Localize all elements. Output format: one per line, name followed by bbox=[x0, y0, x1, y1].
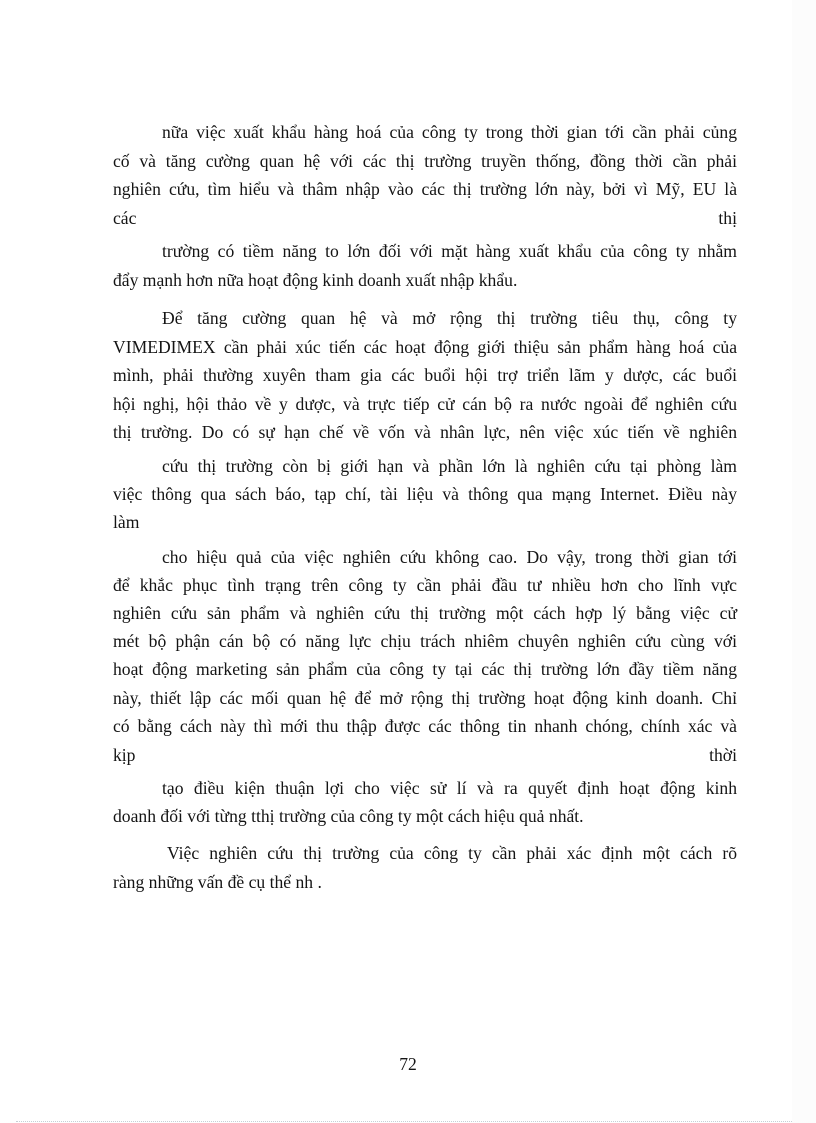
text-line: làm bbox=[113, 512, 140, 532]
text-line: mình, phải thường xuyên tham gia các buổi hội trợ triển lãm y dược, các buổi bbox=[113, 365, 737, 385]
text-line: mét bộ phận cán bộ có năng lực chịu trách nhiêm chuyên nghiên cứu cùng với bbox=[113, 631, 737, 651]
split-right-word: thời bbox=[709, 745, 737, 765]
split-left-word: kịp bbox=[113, 745, 136, 765]
page-edge bbox=[792, 0, 816, 1123]
text-line: nữa việc xuất khẩu hàng hoá của công ty trong thời gian tới cần phải củng bbox=[162, 122, 737, 142]
text-line: tạo điều kiện thuận lợi cho việc sử lí và ra quyết định hoạt động kinh bbox=[162, 778, 737, 798]
text-line: hoạt động marketing sản phẩm của công ty tại các thị trường lớn đầy tiềm năng bbox=[113, 659, 737, 679]
text-line: cố và tăng cường quan hệ với các thị trường truyền thống, đồng thời cần phải bbox=[113, 151, 737, 171]
text-line-split bbox=[113, 744, 737, 766]
text-line: doanh đối với từng tthị trường của công ty một cách hiệu quả nhất. bbox=[113, 806, 584, 826]
text-line: nghiên cứu, tìm hiểu và thâm nhập vào các thị trường lớn này, bởi vì Mỹ, EU là bbox=[113, 179, 737, 199]
text-line: ràng những vấn đề cụ thể nh . bbox=[113, 872, 322, 892]
text-line-split bbox=[113, 207, 737, 229]
text-line: để khắc phục tình trạng trên công ty cần phải đầu tư nhiều hơn cho lĩnh vực bbox=[113, 575, 737, 595]
text-line: hội nghị, hội thảo về y dược, và trực tiếp cử cán bộ ra nước ngoài để nghiên cứu bbox=[113, 394, 737, 414]
text-line: việc thông qua sách báo, tạp chí, tài liệu và thông qua mạng Internet. Điều này bbox=[113, 484, 737, 504]
text-line: nghiên cứu sản phẩm và nghiên cứu thị trường một cách hợp lý bằng việc cử bbox=[113, 603, 737, 623]
text-line: trường có tiềm năng to lớn đối với mặt hàng xuất khẩu của công ty nhằm bbox=[162, 241, 737, 261]
page-number: 72 bbox=[399, 1054, 417, 1074]
split-left-word: các bbox=[113, 208, 137, 228]
text-line: có bằng cách này thì mới thu thập được các thông tin nhanh chóng, chính xác và bbox=[113, 716, 737, 736]
text-line: Để tăng cường quan hệ và mở rộng thị trường tiêu thụ, công ty bbox=[162, 308, 737, 328]
text-line: cho hiệu quả của việc nghiên cứu không cao. Do vậy, trong thời gian tới bbox=[162, 547, 737, 567]
split-right-word: thị bbox=[718, 208, 737, 228]
text-line: Việc nghiên cứu thị trường của công ty cần phải xác định một cách rõ bbox=[167, 843, 737, 863]
text-line: đẩy mạnh hơn nữa hoạt động kinh doanh xuất nhập khẩu. bbox=[113, 270, 518, 290]
text-line: này, thiết lập các mối quan hệ để mở rộng thị trường hoạt động kinh doanh. Chỉ bbox=[113, 688, 737, 708]
text-line: thị trường. Do có sự hạn chế về vốn và nhân lực, nên việc xúc tiến về nghiên bbox=[113, 422, 737, 442]
text-line: cứu thị trường còn bị giới hạn và phần lớn là nghiên cứu tại phòng làm bbox=[162, 456, 737, 476]
text-line: VIMEDIMEX cần phải xúc tiến các hoạt động giới thiệu sản phẩm hàng hoá của bbox=[113, 337, 737, 357]
